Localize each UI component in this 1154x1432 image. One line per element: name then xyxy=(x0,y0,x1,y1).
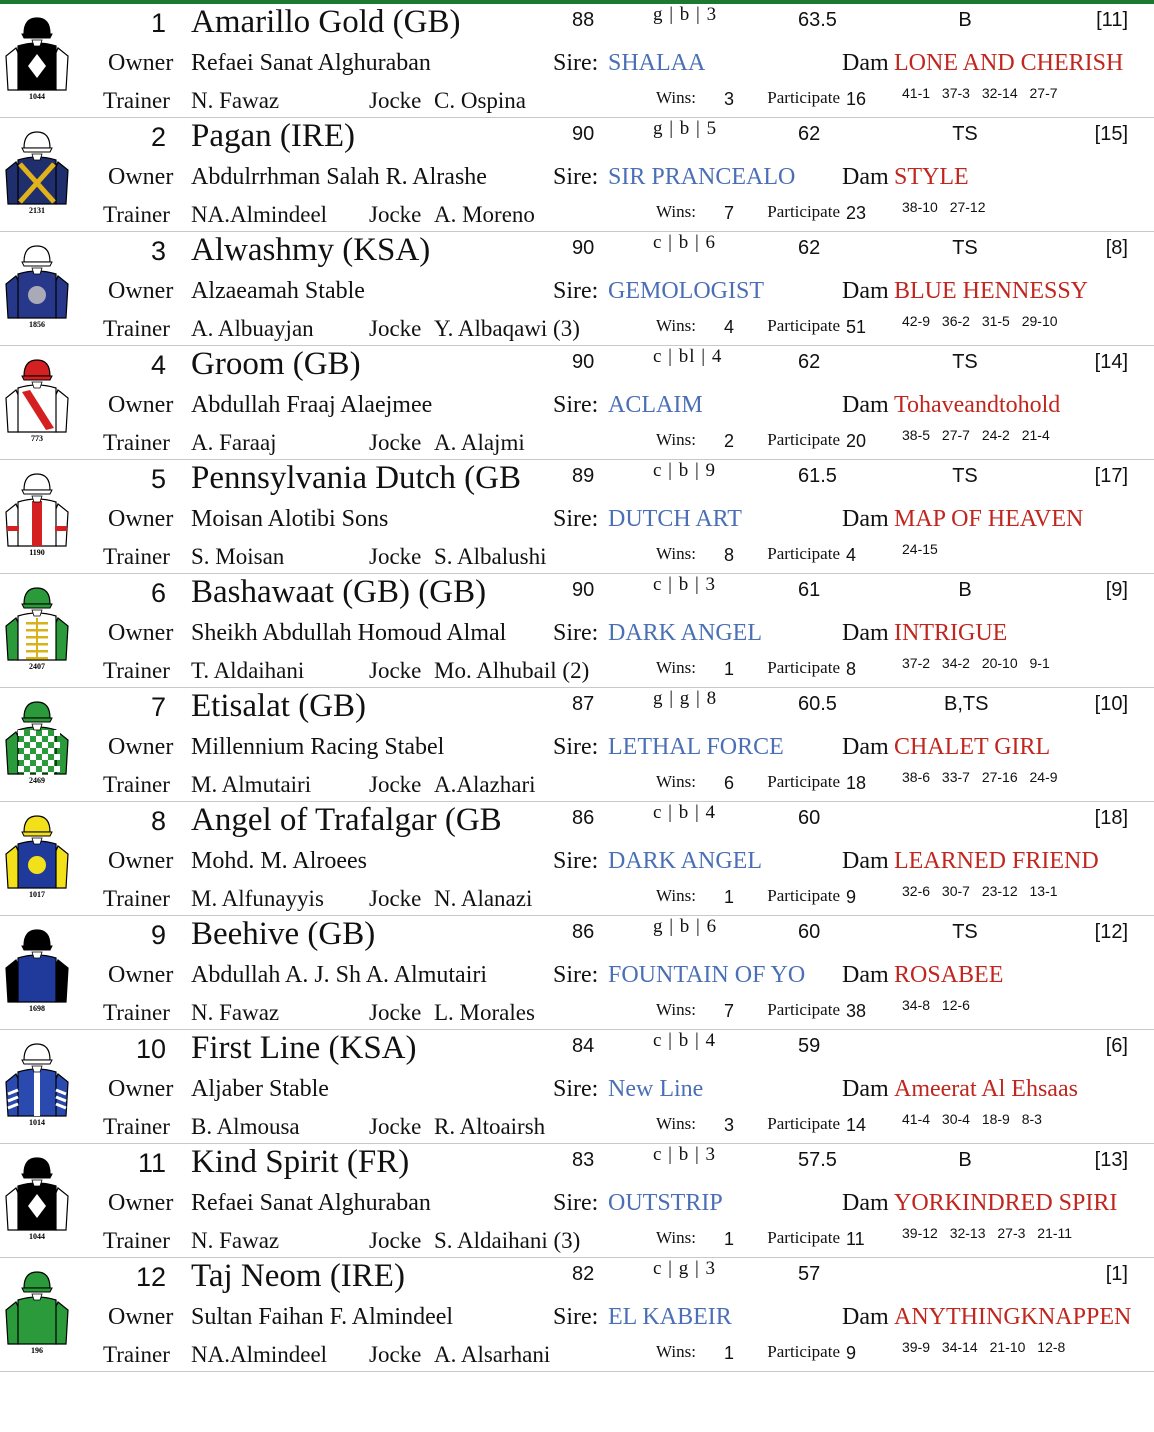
dam-label: Dam xyxy=(842,392,889,418)
weight: 60 xyxy=(798,807,821,829)
participate-count: 18 xyxy=(846,773,867,793)
trainer-name: N. Fawaz xyxy=(191,1228,280,1253)
dam-name[interactable]: STYLE xyxy=(894,164,969,190)
rating: 86 xyxy=(572,921,595,943)
silk-number: 1698 xyxy=(29,1004,45,1012)
wins-label: Wins: xyxy=(656,544,696,563)
dam-name[interactable]: CHALET GIRL xyxy=(894,734,1051,760)
horse-name[interactable]: Kind Spirit (FR) xyxy=(191,1144,410,1180)
jockey-label: Jocke xyxy=(369,1000,422,1025)
dam-name[interactable]: INTRIGUE xyxy=(894,620,1008,646)
jockey-label: Jocke xyxy=(369,316,422,341)
silk-number: 1014 xyxy=(29,1118,45,1126)
jockey-label: Jocke xyxy=(369,658,422,683)
wins-count: 7 xyxy=(723,203,734,223)
horse-name[interactable]: First Line (KSA) xyxy=(191,1030,417,1066)
trainer-name: T. Aldaihani xyxy=(191,658,305,683)
wins-count: 1 xyxy=(723,1343,734,1363)
runner-number: 10 xyxy=(135,1034,166,1064)
sire-name[interactable]: DARK ANGEL xyxy=(608,620,762,646)
jockey-name: L. Morales xyxy=(434,1000,535,1025)
sire-name[interactable]: OUTSTRIP xyxy=(608,1190,723,1216)
jockey-silk-icon xyxy=(2,922,72,1012)
owner-name: Abdulrrhman Salah R. Alrashe xyxy=(191,164,487,190)
runner-number: 9 xyxy=(150,920,166,950)
owner-label: Owner xyxy=(108,620,174,646)
trainer-name: M. Almutairi xyxy=(191,772,312,797)
owner-name: Refaei Sanat Alghuraban xyxy=(191,1190,431,1216)
participate-count: 16 xyxy=(846,89,867,109)
rating: 90 xyxy=(572,351,595,373)
participate-label: Participate xyxy=(767,316,840,335)
wins-label: Wins: xyxy=(656,1342,696,1361)
horse-name[interactable]: Amarillo Gold (GB) xyxy=(191,4,461,40)
wins-count: 3 xyxy=(723,1115,734,1135)
draw: [1] xyxy=(1105,1263,1128,1285)
sire-label: Sire: xyxy=(553,1190,599,1216)
rating: 88 xyxy=(572,9,595,31)
jockey-label: Jocke xyxy=(369,202,422,227)
trainer-label: Trainer xyxy=(103,1114,170,1139)
wins-label: Wins: xyxy=(656,1000,696,1019)
sire-name[interactable]: GEMOLOGIST xyxy=(608,278,764,304)
dam-label: Dam xyxy=(842,1304,889,1330)
recent-form: 41-1 37-3 32-14 27-7 xyxy=(902,85,1058,101)
runner-number: 2 xyxy=(150,122,166,152)
equipment: TS xyxy=(952,921,978,943)
owner-name: Abdullah A. J. Sh A. Almutairi xyxy=(191,962,488,988)
sire-name[interactable]: DARK ANGEL xyxy=(608,848,762,874)
trainer-name: N. Fawaz xyxy=(191,1000,280,1025)
equipment: TS xyxy=(952,465,978,487)
rating: 87 xyxy=(572,693,595,715)
wins-label: Wins: xyxy=(656,1114,696,1133)
rating: 83 xyxy=(572,1149,595,1171)
trainer-label: Trainer xyxy=(103,772,170,797)
participate-count: 20 xyxy=(846,431,867,451)
weight: 62 xyxy=(798,123,821,145)
sex-color-age: g | b | 5 xyxy=(653,118,718,139)
dam-name[interactable]: BLUE HENNESSY xyxy=(894,278,1089,304)
silk-number: 1856 xyxy=(29,320,45,328)
weight: 61.5 xyxy=(798,465,837,487)
jockey-name: N. Alanazi xyxy=(434,886,533,911)
wins-label: Wins: xyxy=(656,316,696,335)
participate-label: Participate xyxy=(767,1114,840,1133)
draw: [9] xyxy=(1105,579,1128,601)
horse-name[interactable]: Bashawaat (GB) (GB) xyxy=(191,574,487,610)
trainer-name: B. Almousa xyxy=(191,1114,300,1139)
owner-label: Owner xyxy=(108,962,174,988)
jockey-silk-icon xyxy=(2,466,72,556)
runner-row[interactable] xyxy=(0,346,1154,460)
runner-row[interactable] xyxy=(0,4,1154,118)
silk-number: 1044 xyxy=(29,92,45,100)
runner-row[interactable] xyxy=(0,1030,1154,1144)
runner-number: 8 xyxy=(150,806,166,836)
sire-label: Sire: xyxy=(553,1076,599,1102)
jockey-name: Mo. Alhubail (2) xyxy=(434,658,590,683)
rating: 90 xyxy=(572,237,595,259)
sex-color-age: c | b | 9 xyxy=(653,460,717,481)
trainer-name: A. Faraaj xyxy=(191,430,277,455)
dam-label: Dam xyxy=(842,278,889,304)
wins-count: 8 xyxy=(723,545,734,565)
jockey-silk-icon xyxy=(2,694,72,784)
equipment: TS xyxy=(952,351,978,373)
owner-name: Mohd. M. Alroees xyxy=(191,848,367,874)
owner-label: Owner xyxy=(108,1304,174,1330)
silk-number: 196 xyxy=(31,1346,43,1354)
draw: [18] xyxy=(1094,807,1128,829)
silk-number: 773 xyxy=(31,434,43,442)
jockey-silk-icon xyxy=(2,1264,72,1354)
wins-label: Wins: xyxy=(656,1228,696,1247)
sire-label: Sire: xyxy=(553,1304,599,1330)
participate-label: Participate xyxy=(767,430,840,449)
draw: [17] xyxy=(1094,465,1128,487)
sire-label: Sire: xyxy=(553,278,599,304)
sex-color-age: c | b | 3 xyxy=(653,574,717,595)
sire-label: Sire: xyxy=(553,392,599,418)
draw: [8] xyxy=(1105,237,1128,259)
wins-label: Wins: xyxy=(656,772,696,791)
draw: [14] xyxy=(1094,351,1128,373)
jockey-silk-icon xyxy=(2,1150,72,1240)
weight: 62 xyxy=(798,351,821,373)
sire-label: Sire: xyxy=(553,848,599,874)
dam-label: Dam xyxy=(842,50,889,76)
sire-label: Sire: xyxy=(553,620,599,646)
wins-label: Wins: xyxy=(656,202,696,221)
jockey-name: S. Albalushi xyxy=(434,544,547,569)
owner-label: Owner xyxy=(108,50,174,76)
owner-name: Sultan Faihan F. Almindeel xyxy=(191,1304,454,1330)
runner-number: 4 xyxy=(150,350,166,380)
runner-number: 12 xyxy=(135,1262,166,1292)
runner-number: 3 xyxy=(150,236,166,266)
trainer-name: NA.Almindeel xyxy=(191,202,328,227)
rating: 89 xyxy=(572,465,595,487)
participate-count: 8 xyxy=(846,659,857,679)
sire-name[interactable]: New Line xyxy=(608,1076,704,1102)
horse-name[interactable]: Taj Neom (IRE) xyxy=(191,1258,405,1294)
participate-label: Participate xyxy=(767,886,840,905)
wins-count: 2 xyxy=(723,431,734,451)
wins-label: Wins: xyxy=(656,430,696,449)
horse-name[interactable]: Beehive (GB) xyxy=(191,916,376,952)
dam-name[interactable]: MAP OF HEAVEN xyxy=(894,506,1084,532)
runner-number: 1 xyxy=(150,8,166,38)
participate-label: Participate xyxy=(767,202,840,221)
sire-name[interactable]: EL KABEIR xyxy=(608,1304,732,1330)
recent-form: 42-9 36-2 31-5 29-10 xyxy=(902,313,1058,329)
trainer-label: Trainer xyxy=(103,316,170,341)
runner-row[interactable] xyxy=(0,1258,1154,1372)
sex-color-age: g | b | 6 xyxy=(653,916,718,937)
owner-name: Refaei Sanat Alghuraban xyxy=(191,50,431,76)
trainer-label: Trainer xyxy=(103,1000,170,1025)
jockey-label: Jocke xyxy=(369,886,422,911)
trainer-label: Trainer xyxy=(103,88,170,113)
horse-name[interactable]: Pagan (IRE) xyxy=(191,118,356,154)
weight: 61 xyxy=(798,579,821,601)
runner-row[interactable] xyxy=(0,1144,1154,1258)
sire-name[interactable]: LETHAL FORCE xyxy=(608,734,784,760)
dam-name[interactable]: YORKINDRED SPIRI xyxy=(894,1190,1118,1216)
jockey-name: A.Alazhari xyxy=(434,772,536,797)
dam-name[interactable]: LONE AND CHERISH xyxy=(894,50,1124,76)
rating: 90 xyxy=(572,123,595,145)
jockey-name: C. Ospina xyxy=(434,88,526,113)
runner-number: 5 xyxy=(150,464,166,494)
silk-number: 2469 xyxy=(29,776,45,784)
recent-form: 39-12 32-13 27-3 21-11 xyxy=(902,1225,1073,1241)
equipment: B xyxy=(958,1149,972,1171)
equipment: B xyxy=(958,579,972,601)
participate-label: Participate xyxy=(767,772,840,791)
participate-count: 9 xyxy=(846,1343,857,1363)
participate-label: Participate xyxy=(767,544,840,563)
trainer-label: Trainer xyxy=(103,1228,170,1253)
sex-color-age: c | b | 4 xyxy=(653,1030,717,1051)
dam-name[interactable]: ROSABEE xyxy=(894,962,1004,988)
trainer-name: NA.Almindeel xyxy=(191,1342,328,1367)
owner-label: Owner xyxy=(108,392,174,418)
sex-color-age: c | g | 3 xyxy=(653,1258,717,1279)
sire-name[interactable]: SHALAA xyxy=(608,50,706,76)
recent-form: 38-6 33-7 27-16 24-9 xyxy=(902,769,1058,785)
sire-name[interactable]: DUTCH ART xyxy=(608,506,742,532)
jockey-silk-icon xyxy=(2,238,72,328)
jockey-name: Y. Albaqawi (3) xyxy=(434,316,580,341)
participate-label: Participate xyxy=(767,658,840,677)
trainer-label: Trainer xyxy=(103,544,170,569)
dam-name[interactable]: Tohaveandtohold xyxy=(894,392,1061,418)
participate-count: 51 xyxy=(846,317,867,337)
trainer-label: Trainer xyxy=(103,1342,170,1367)
equipment: TS xyxy=(952,123,978,145)
jockey-silk-icon xyxy=(2,124,72,214)
dam-name[interactable]: Ameerat Al Ehsaas xyxy=(894,1076,1078,1102)
runner-row[interactable] xyxy=(0,916,1154,1030)
sex-color-age: c | b | 6 xyxy=(653,232,717,253)
draw: [13] xyxy=(1094,1149,1128,1171)
wins-count: 6 xyxy=(723,773,734,793)
jockey-silk-icon xyxy=(2,580,72,670)
owner-label: Owner xyxy=(108,848,174,874)
participate-count: 23 xyxy=(846,203,867,223)
dam-label: Dam xyxy=(842,1076,889,1102)
rating: 82 xyxy=(572,1263,595,1285)
draw: [10] xyxy=(1094,693,1128,715)
silk-number: 1190 xyxy=(29,548,45,556)
owner-name: Millennium Racing Stabel xyxy=(191,734,445,760)
dam-label: Dam xyxy=(842,1190,889,1216)
jockey-name: S. Aldaihani (3) xyxy=(434,1228,581,1253)
horse-name[interactable]: Alwashmy (KSA) xyxy=(191,232,431,268)
trainer-label: Trainer xyxy=(103,886,170,911)
horse-name[interactable]: Etisalat (GB) xyxy=(191,688,367,724)
trainer-label: Trainer xyxy=(103,202,170,227)
runner-row[interactable] xyxy=(0,688,1154,802)
sex-color-age: c | b | 4 xyxy=(653,802,717,823)
weight: 59 xyxy=(798,1035,821,1057)
draw: [6] xyxy=(1105,1035,1128,1057)
jockey-label: Jocke xyxy=(369,772,422,797)
owner-name: Aljaber Stable xyxy=(191,1076,329,1102)
participate-count: 38 xyxy=(846,1001,867,1021)
participate-count: 11 xyxy=(846,1229,865,1249)
silk-number: 1017 xyxy=(29,890,45,898)
participate-count: 9 xyxy=(846,887,857,907)
dam-name[interactable]: LEARNED FRIEND xyxy=(894,848,1099,874)
equipment: TS xyxy=(952,237,978,259)
dam-name[interactable]: ANYTHINGKNAPPEN xyxy=(894,1304,1132,1330)
sex-color-age: g | g | 8 xyxy=(653,688,718,709)
owner-label: Owner xyxy=(108,1076,174,1102)
equipment: B,TS xyxy=(944,693,989,715)
recent-form: 37-2 34-2 20-10 9-1 xyxy=(902,655,1050,671)
wins-count: 7 xyxy=(723,1001,734,1021)
runner-row[interactable] xyxy=(0,802,1154,916)
sire-name[interactable]: SIR PRANCEALO xyxy=(608,164,796,190)
recent-form: 41-4 30-4 18-9 8-3 xyxy=(902,1111,1042,1127)
owner-label: Owner xyxy=(108,1190,174,1216)
trainer-name: A. Albuayjan xyxy=(191,316,314,341)
dam-label: Dam xyxy=(842,734,889,760)
dam-label: Dam xyxy=(842,506,889,532)
runner-row[interactable] xyxy=(0,460,1154,574)
horse-name[interactable]: Angel of Trafalgar (GB xyxy=(191,802,502,838)
sex-color-age: c | bl | 4 xyxy=(653,346,723,367)
jockey-silk-icon xyxy=(2,808,72,898)
owner-label: Owner xyxy=(108,278,174,304)
wins-label: Wins: xyxy=(656,88,696,107)
wins-count: 3 xyxy=(723,89,734,109)
draw: [15] xyxy=(1094,123,1128,145)
jockey-name: A. Alajmi xyxy=(434,430,525,455)
weight: 57 xyxy=(798,1263,821,1285)
sire-name[interactable]: ACLAIM xyxy=(608,392,703,418)
wins-label: Wins: xyxy=(656,658,696,677)
dam-label: Dam xyxy=(842,164,889,190)
jockey-label: Jocke xyxy=(369,1228,422,1253)
draw: [12] xyxy=(1094,921,1128,943)
owner-name: Moisan Alotibi Sons xyxy=(191,506,389,532)
wins-count: 1 xyxy=(723,1229,734,1249)
runner-number: 6 xyxy=(150,578,166,608)
trainer-name: S. Moisan xyxy=(191,544,285,569)
jockey-silk-icon xyxy=(2,1036,72,1126)
jockey-label: Jocke xyxy=(369,430,422,455)
jockey-label: Jocke xyxy=(369,1114,422,1139)
runner-row[interactable] xyxy=(0,232,1154,346)
silk-number: 2131 xyxy=(29,206,45,214)
owner-label: Owner xyxy=(108,734,174,760)
participate-label: Participate xyxy=(767,1342,840,1361)
draw: [11] xyxy=(1096,9,1128,31)
recent-form: 39-9 34-14 21-10 12-8 xyxy=(902,1339,1066,1355)
jockey-label: Jocke xyxy=(369,88,422,113)
rating: 90 xyxy=(572,579,595,601)
weight: 60.5 xyxy=(798,693,837,715)
sire-name[interactable]: FOUNTAIN OF YO xyxy=(608,962,806,988)
trainer-name: N. Fawaz xyxy=(191,88,280,113)
wins-count: 1 xyxy=(723,887,734,907)
wins-count: 1 xyxy=(723,659,734,679)
sire-label: Sire: xyxy=(553,164,599,190)
horse-name[interactable]: Pennsylvania Dutch (GB xyxy=(191,460,521,496)
dam-label: Dam xyxy=(842,962,889,988)
jockey-name: R. Altoairsh xyxy=(434,1114,546,1139)
owner-name: Abdullah Fraaj Alaejmee xyxy=(191,392,433,418)
owner-label: Owner xyxy=(108,164,174,190)
jockey-name: A. Moreno xyxy=(434,202,535,227)
sex-color-age: c | b | 3 xyxy=(653,1144,717,1165)
participate-label: Participate xyxy=(767,88,840,107)
sire-label: Sire: xyxy=(553,734,599,760)
weight: 63.5 xyxy=(798,9,837,31)
participate-count: 14 xyxy=(846,1115,867,1135)
sex-color-age: g | b | 3 xyxy=(653,4,718,25)
horse-name[interactable]: Groom (GB) xyxy=(191,346,361,382)
recent-form: 38-10 27-12 xyxy=(902,199,986,215)
equipment: B xyxy=(958,9,972,31)
silk-number: 2407 xyxy=(29,662,45,670)
runner-list xyxy=(0,4,1154,1372)
recent-form: 32-6 30-7 23-12 13-1 xyxy=(902,883,1058,899)
owner-name: Alzaeamah Stable xyxy=(191,278,365,304)
sire-label: Sire: xyxy=(553,962,599,988)
runner-row[interactable] xyxy=(0,118,1154,232)
participate-count: 4 xyxy=(846,545,857,565)
recent-form: 24-15 xyxy=(902,541,938,557)
jockey-label: Jocke xyxy=(369,1342,422,1367)
jockey-silk-icon xyxy=(2,10,72,100)
rating: 86 xyxy=(572,807,595,829)
wins-count: 4 xyxy=(723,317,734,337)
jockey-label: Jocke xyxy=(369,544,422,569)
runner-number: 11 xyxy=(137,1148,166,1178)
rating: 84 xyxy=(572,1035,595,1057)
participate-label: Participate xyxy=(767,1228,840,1247)
trainer-name: M. Alfunayyis xyxy=(191,886,324,911)
participate-label: Participate xyxy=(767,1000,840,1019)
trainer-label: Trainer xyxy=(103,430,170,455)
weight: 57.5 xyxy=(798,1149,837,1171)
jockey-silk-icon xyxy=(2,352,72,442)
sire-label: Sire: xyxy=(553,50,599,76)
silk-number: 1044 xyxy=(29,1232,45,1240)
sire-label: Sire: xyxy=(553,506,599,532)
trainer-label: Trainer xyxy=(103,658,170,683)
dam-label: Dam xyxy=(842,620,889,646)
owner-label: Owner xyxy=(108,506,174,532)
jockey-name: A. Alsarhani xyxy=(434,1342,551,1367)
runner-number: 7 xyxy=(150,692,166,722)
weight: 62 xyxy=(798,237,821,259)
owner-name: Sheikh Abdullah Homoud Almal xyxy=(191,620,507,646)
dam-label: Dam xyxy=(842,848,889,874)
wins-label: Wins: xyxy=(656,886,696,905)
recent-form: 38-5 27-7 24-2 21-4 xyxy=(902,427,1050,443)
recent-form: 34-8 12-6 xyxy=(902,997,970,1013)
weight: 60 xyxy=(798,921,821,943)
runner-row[interactable] xyxy=(0,574,1154,688)
